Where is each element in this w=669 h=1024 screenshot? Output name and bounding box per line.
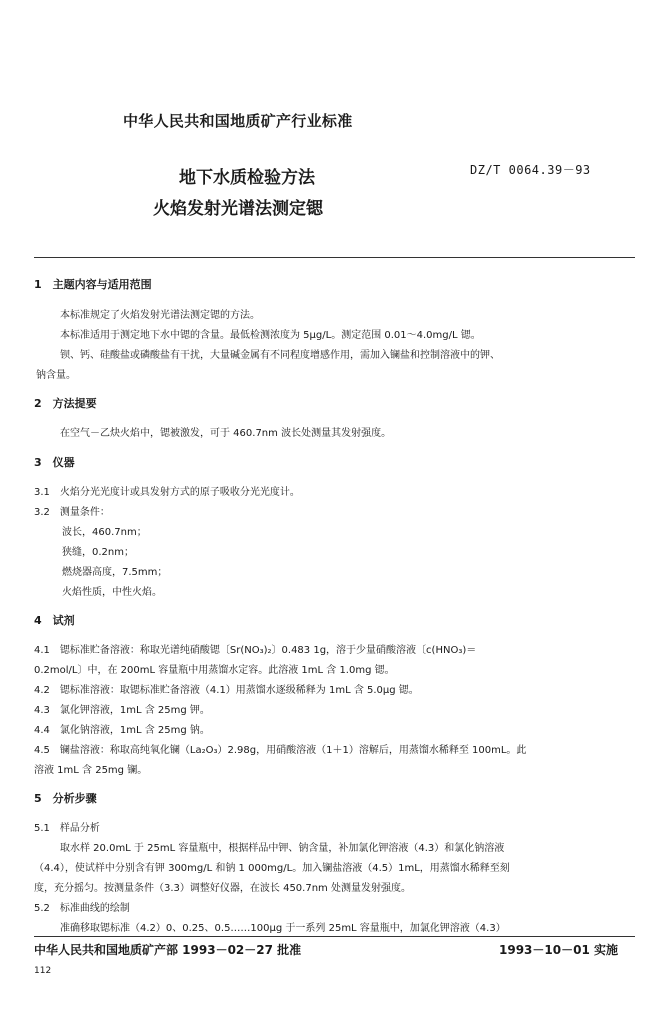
condition-flame: 火焰性质，中性火焰。: [62, 587, 162, 598]
item-3-1: 3.1 火焰分光光度计或具发射方式的原子吸收分光光度计。: [34, 487, 300, 498]
standard-code: DZ/T 0064.39－93: [470, 163, 591, 177]
reagent-4-3: 4.3 氯化钾溶液，1mL 含 25mg 钾。: [34, 705, 210, 716]
reagent-4-5: 4.5 镧盐溶液：称取高纯氧化镧（La₂O₃）2.98g，用硝酸溶液（1＋1）溶解后，用蒸馏水稀释至 100mL。此: [34, 745, 527, 756]
section-2-heading: 2 方法提要: [34, 397, 97, 410]
condition-wavelength: 波长，460.7nm；: [62, 527, 147, 538]
section-5-heading: 5 分析步骤: [34, 792, 97, 805]
condition-slit: 狭缝，0.2nm；: [62, 547, 134, 558]
section-3-heading: 3 仪器: [34, 456, 75, 469]
section-1-heading: 1 主题内容与适用范围: [34, 278, 152, 291]
footer-divider: [34, 936, 635, 937]
document-title-line2: 火焰发射光谱法测定锶: [153, 199, 323, 219]
condition-burner-height: 燃烧器高度，7.5mm；: [62, 567, 168, 578]
header-divider: [34, 257, 635, 258]
reagent-4-1-cont: 0.2mol/L〕中，在 200mL 容量瓶中用蒸馏水定容。此溶液 1mL 含 1.0mg 锶。: [34, 665, 395, 676]
issuing-organization: 中华人民共和国地质矿产行业标准: [123, 112, 353, 130]
reagent-4-1: 4.1 锶标准贮备溶液：称取光谱纯硝酸锶〔Sr(NO₃)₂〕0.483 1g，溶于少量硝酸溶液〔c(HNO₃)＝: [34, 645, 477, 656]
reagent-4-2: 4.2 锶标准溶液：取锶标准贮备溶液（4.1）用蒸馏水逐级稀释为 1mL 含 5.0μg 锶。: [34, 685, 419, 696]
step-5-2-paragraph: 准确移取锶标准（4.2）0、0.25、0.5……100μg 于一系列 25mL 容量瓶中，加氯化钾溶液（4.3）: [60, 923, 506, 934]
section-1-paragraph-3-cont: 钠含量。: [36, 370, 76, 381]
step-5-1-paragraph-cont1: （4.4），使试样中分别含有钾 300mg/L 和钠 1 000mg/L。加入镧盐溶液（4.5）1mL，用蒸馏水稀释至刻: [34, 863, 510, 874]
approval-date: 中华人民共和国地质矿产部 1993－02－27 批准: [34, 943, 302, 957]
page-number: 112: [34, 966, 52, 976]
section-4-heading: 4 试剂: [34, 614, 75, 627]
section-1-paragraph-3: 钡、钙、硅酸盐或磷酸盐有干扰，大量碱金属有不同程度增感作用，需加入镧盐和控制溶液中的钾、: [60, 350, 500, 361]
item-3-2: 3.2 测量条件：: [34, 507, 110, 518]
reagent-4-5-cont: 溶液 1mL 含 25mg 镧。: [34, 765, 148, 776]
step-5-2: 5.2 标准曲线的绘制: [34, 903, 130, 914]
step-5-1-paragraph: 取水样 20.0mL 于 25mL 容量瓶中，根据样品中钾、钠含量，补加氯化钾溶液（4.3）和氯化钠溶液: [60, 843, 505, 854]
implementation-date: 1993－10－01 实施: [499, 943, 618, 957]
section-1-paragraph-2: 本标准适用于测定地下水中锶的含量。最低检测浓度为 5μg/L。测定范围 0.01～4.0mg/L 锶。: [60, 330, 481, 341]
section-1-paragraph-1: 本标准规定了火焰发射光谱法测定锶的方法。: [60, 310, 260, 321]
step-5-1-paragraph-cont2: 度，充分摇匀。按测量条件（3.3）调整好仪器，在波长 450.7nm 处测量发射强度。: [34, 883, 411, 894]
step-5-1: 5.1 样品分析: [34, 823, 100, 834]
section-2-paragraph-1: 在空气－乙炔火焰中，锶被激发，可于 460.7nm 波长处测量其发射强度。: [60, 428, 392, 439]
document-title-line1: 地下水质检验方法: [179, 168, 315, 188]
reagent-4-4: 4.4 氯化钠溶液，1mL 含 25mg 钠。: [34, 725, 210, 736]
